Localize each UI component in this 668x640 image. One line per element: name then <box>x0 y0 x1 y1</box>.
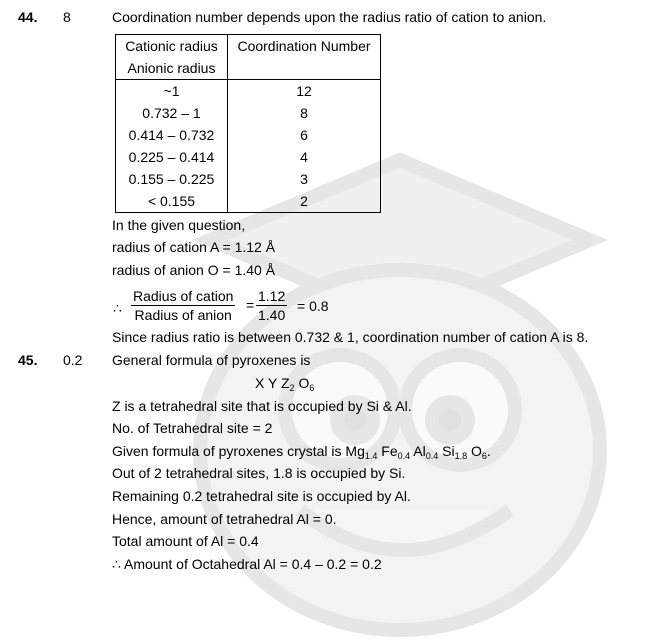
answer-45: 0.2 <box>63 352 83 368</box>
table-row <box>116 168 381 190</box>
anion-radius-line: radius of anion O = 1.40 Å <box>112 262 276 278</box>
cn-cell: 6 <box>228 124 381 146</box>
question-number-45: 45. <box>18 352 38 368</box>
given-line: In the given question, <box>112 217 246 233</box>
cn-cell: 3 <box>228 168 381 190</box>
table-row <box>116 190 381 213</box>
octahedral-al-line: ∴ Amount of Octahedral Al = 0.4 – 0.2 = 0.2 <box>112 556 382 572</box>
tetrahedral-count-line: No. of Tetrahedral site = 2 <box>112 420 273 436</box>
al-occupancy-line: Remaining 0.2 tetrahedral site is occupied by Al. <box>112 488 411 504</box>
ratio-fraction-values: $\frac{1.12}{1.40}$ <box>258 288 286 323</box>
crystal-formula-line: Given formula of pyroxenes crystal is $Mg_{1.4}$ $Fe_{0.4}$ $Al_{0.4}$ $Si_{1.8}$ $O_6$. <box>112 443 491 461</box>
total-al-line: Total amount of Al = 0.4 <box>112 533 259 549</box>
pyroxene-general-line: General formula of pyroxenes is <box>112 352 311 368</box>
table-row <box>116 124 381 146</box>
cn-cell: 2 <box>228 190 381 213</box>
equals-sign: = <box>246 297 255 313</box>
ratio-cell: 0.225 – 0.414 <box>116 146 228 168</box>
header-radius-ratio: Cationic radius Anionic radius <box>116 35 228 80</box>
table-row <box>116 102 381 124</box>
cn-cell: 8 <box>228 102 381 124</box>
cn-cell: 12 <box>228 80 381 103</box>
cation-radius-line: radius of cation A = 1.12 Å <box>112 239 276 255</box>
ratio-cell: 0.732 – 1 <box>116 102 228 124</box>
table-row <box>116 146 381 168</box>
tetrahedral-site-line: Z is a tetrahedral site that is occupied by Si & Al. <box>112 398 412 414</box>
statement-44: Coordination number depends upon the radius ratio of cation to anion. <box>112 9 547 25</box>
ratio-cell: ~1 <box>116 80 228 103</box>
ratio-result: = 0.8 <box>297 298 329 314</box>
tetrahedral-al-line: Hence, amount of tetrahedral Al = 0. <box>112 511 337 527</box>
ratio-cell: 0.155 – 0.225 <box>116 168 228 190</box>
pyroxene-formula: X Y $Z_2$ $O_6$ <box>255 375 315 393</box>
question-number-44: 44. <box>18 9 38 25</box>
therefore-symbol: ∴ <box>113 300 122 316</box>
table-row <box>116 80 381 103</box>
ratio-fraction-words: Radius of cation Radius of anion <box>133 288 234 323</box>
ratio-cell: < 0.155 <box>116 190 228 213</box>
cn-cell: 4 <box>228 146 381 168</box>
si-occupancy-line: Out of 2 tetrahedral sites, 1.8 is occupied by Si. <box>112 465 406 481</box>
answer-44: 8 <box>63 9 71 25</box>
ratio-cell: 0.414 – 0.732 <box>116 124 228 146</box>
radius-ratio-table <box>115 34 381 213</box>
conclusion-44: Since radius ratio is between 0.732 & 1, coordination number of cation A is 8. <box>112 329 589 345</box>
header-coordination-number: Coordination Number <box>228 35 381 80</box>
